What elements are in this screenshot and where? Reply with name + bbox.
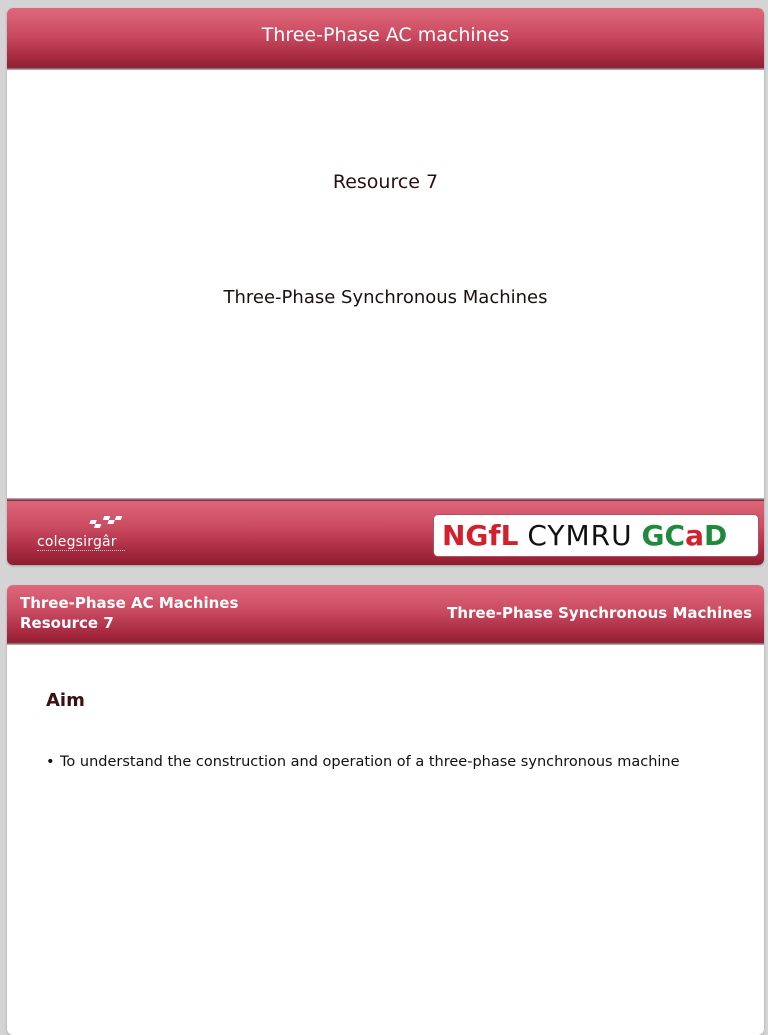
header-divider xyxy=(7,642,764,645)
slide-2-header-bar xyxy=(7,585,764,645)
gcad-a: a xyxy=(685,519,704,552)
gcad-d: D xyxy=(703,519,728,552)
aim-heading: Aim xyxy=(46,690,85,711)
bullet-icon: • xyxy=(46,754,55,770)
slide-2-header-topic: Three-Phase Synchronous Machines xyxy=(447,604,752,622)
ngfl-text: NGfL xyxy=(442,519,519,552)
header-divider xyxy=(7,67,764,70)
slide-1 xyxy=(7,8,764,565)
slide-1-header-bar xyxy=(7,8,764,70)
slide-1-subtitle: Three-Phase Synchronous Machines xyxy=(223,287,548,308)
slide-2-header-resource: Resource 7 xyxy=(20,614,114,632)
resource-label: Resource 7 xyxy=(332,171,439,193)
gcad-g: GC xyxy=(641,519,686,552)
colegsirgar-logo xyxy=(35,512,135,556)
checker-flag-icon xyxy=(87,514,127,534)
footer-divider xyxy=(7,498,764,501)
ngfl-cymru-gcad-logo xyxy=(433,514,759,557)
slide-1-header-title: Three-Phase AC machines xyxy=(261,24,510,46)
logo-underline xyxy=(37,550,125,553)
slide-2 xyxy=(7,585,764,1035)
bullet-item xyxy=(46,754,680,770)
cymru-text: CYMRU xyxy=(527,519,633,552)
bullet-text: To understand the construction and operation of a three-phase synchronous machine xyxy=(60,754,680,770)
slide-1-footer-bar xyxy=(7,498,764,565)
college-logo-text: colegsirgâr xyxy=(37,534,117,550)
slide-2-header-course: Three-Phase AC Machines xyxy=(20,594,239,612)
gcad-text xyxy=(642,519,728,552)
